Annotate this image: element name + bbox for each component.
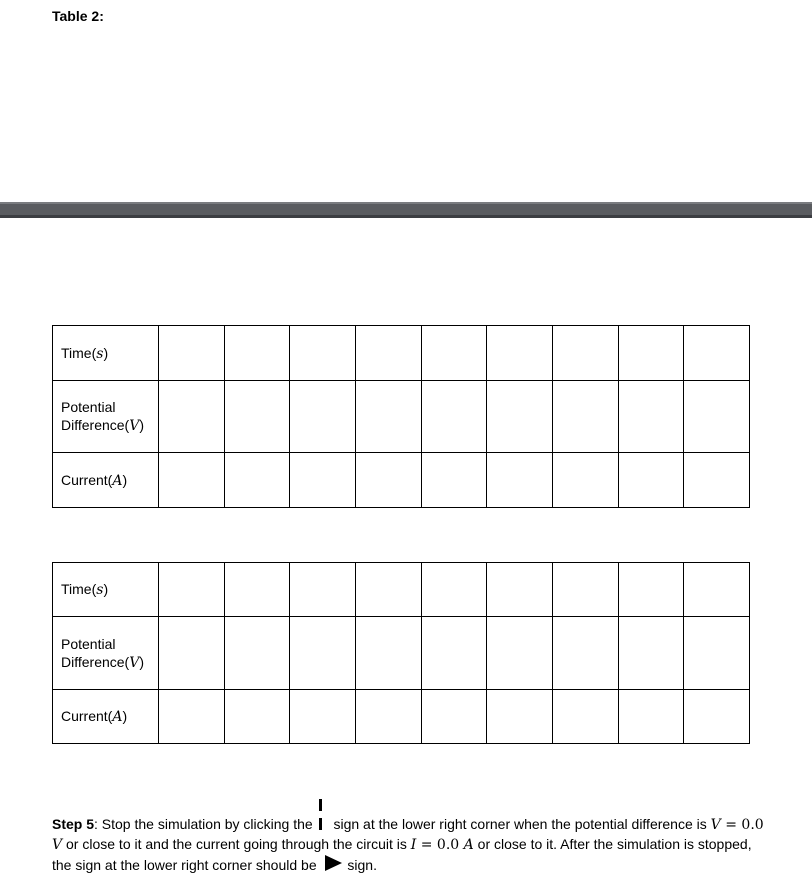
table-cell[interactable] (487, 563, 553, 617)
table-cell[interactable] (290, 326, 356, 381)
table-cell[interactable] (290, 563, 356, 617)
table-cell[interactable] (487, 381, 553, 453)
table-cell[interactable] (224, 326, 290, 381)
table-cell[interactable] (487, 326, 553, 381)
table-cell[interactable] (421, 453, 487, 508)
table-cell[interactable] (355, 381, 421, 453)
data-table-1 (52, 325, 750, 508)
table-cell[interactable] (290, 381, 356, 453)
table-cell[interactable] (355, 453, 421, 508)
table-cell[interactable] (355, 617, 421, 690)
table-row-potential-difference (53, 381, 750, 453)
table-cell[interactable] (487, 617, 553, 690)
row-label-current: Current(A) (53, 690, 159, 744)
table-cell[interactable] (487, 453, 553, 508)
table-cell[interactable] (618, 381, 684, 453)
table-cell[interactable] (421, 326, 487, 381)
table-cell[interactable] (224, 690, 290, 744)
table-row-time (53, 563, 750, 617)
table-cell[interactable] (684, 563, 750, 617)
play-icon (325, 855, 342, 871)
table-cell[interactable] (684, 617, 750, 690)
table-cell[interactable] (421, 563, 487, 617)
table-cell[interactable] (618, 326, 684, 381)
table-cell[interactable] (421, 381, 487, 453)
table-cell[interactable] (159, 563, 225, 617)
table-cell[interactable] (552, 326, 618, 381)
table-cell[interactable] (552, 617, 618, 690)
data-table-2 (52, 562, 750, 744)
row-label-time: Time(s) (53, 563, 159, 617)
row-label-time: Time(s) (53, 326, 159, 381)
table-cell[interactable] (224, 381, 290, 453)
table-cell[interactable] (684, 326, 750, 381)
table-row-potential-difference (53, 617, 750, 690)
table-cell[interactable] (355, 326, 421, 381)
row-label-potential-difference: Potential Difference(V) (53, 381, 159, 453)
table-cell[interactable] (159, 453, 225, 508)
table-cell[interactable] (618, 617, 684, 690)
table-cell[interactable] (684, 690, 750, 744)
table-cell[interactable] (421, 617, 487, 690)
table-cell[interactable] (618, 690, 684, 744)
table-row-time (53, 326, 750, 381)
table-cell[interactable] (224, 563, 290, 617)
table-cell[interactable] (552, 381, 618, 453)
row-label-current: Current(A) (53, 453, 159, 508)
table-cell[interactable] (224, 617, 290, 690)
pause-icon (319, 797, 328, 809)
table-cell[interactable] (421, 690, 487, 744)
table-cell[interactable] (552, 453, 618, 508)
table-cell[interactable] (290, 690, 356, 744)
table-cell[interactable] (684, 381, 750, 453)
table-cell[interactable] (355, 690, 421, 744)
table-cell[interactable] (487, 690, 553, 744)
table-cell[interactable] (355, 563, 421, 617)
table-cell[interactable] (552, 563, 618, 617)
table-cell[interactable] (618, 563, 684, 617)
step5-title: Step 5 (52, 816, 95, 832)
table-row-current (53, 690, 750, 744)
table-cell[interactable] (290, 617, 356, 690)
table-cell[interactable] (159, 690, 225, 744)
table-cell[interactable] (159, 326, 225, 381)
table-row-current (53, 453, 750, 508)
table-cell[interactable] (552, 690, 618, 744)
table-cell[interactable] (159, 381, 225, 453)
table-cell[interactable] (684, 453, 750, 508)
table-cell[interactable] (224, 453, 290, 508)
table-cell[interactable] (290, 453, 356, 508)
row-label-potential-difference: Potential Difference(V) (53, 617, 159, 690)
table-cell[interactable] (618, 453, 684, 508)
separator-bar (0, 202, 812, 218)
step5-paragraph: Step 5: Stop the simulation by clicking the sign at the lower right corner when the potential difference is V = 0.0 V or close to it and the current going through the circuit is I = 0.0 A or close to it. After the simulation is stopped, the sign at the lower right corner should be sign. (52, 797, 772, 875)
table-title: Table 2: (52, 8, 104, 24)
table-cell[interactable] (159, 617, 225, 690)
